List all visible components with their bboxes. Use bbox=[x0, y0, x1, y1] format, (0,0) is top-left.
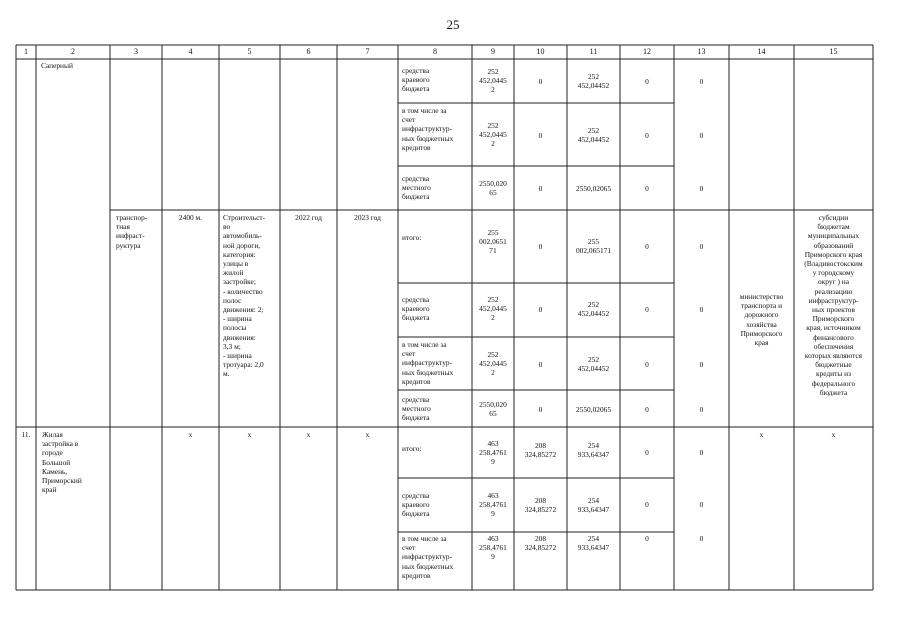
value-col9: 255 002,0651 71 bbox=[479, 228, 507, 256]
row-label: итого: bbox=[402, 444, 422, 453]
value-col10: 208 324,85272 bbox=[524, 534, 557, 553]
value-col11: 2550,02065 bbox=[575, 184, 612, 193]
responsible-ministry: министерство транспорта и дорожного хозяйства Приморского края bbox=[739, 292, 784, 348]
header-col-1: 1 bbox=[24, 47, 28, 56]
value-col6: x bbox=[306, 430, 311, 439]
value-col14: x bbox=[759, 430, 764, 439]
value-col10: 0 bbox=[538, 184, 543, 193]
row-label: итого: bbox=[402, 233, 422, 242]
value-col12: 0 bbox=[645, 500, 649, 509]
value-col12: 0 bbox=[645, 242, 649, 251]
value-col11: 252 452,04452 bbox=[577, 72, 610, 91]
page-number: 25 bbox=[446, 17, 460, 32]
row-label: в том числе за счет инфраструктур- ных бюджетных кредитов bbox=[402, 534, 454, 580]
value-col13: 0 bbox=[699, 534, 704, 543]
end-year: 2023 год bbox=[354, 213, 381, 222]
value-col5: x bbox=[247, 430, 252, 439]
header-col-6: 6 bbox=[306, 47, 311, 56]
object-name: Жилая застройка в городе Большой Камень, Приморский край bbox=[42, 430, 82, 495]
value-col13: 0 bbox=[699, 500, 704, 509]
value-col11: 252 452,04452 bbox=[577, 355, 610, 374]
value-col13: 0 bbox=[699, 305, 704, 314]
header-col-9: 9 bbox=[491, 47, 495, 56]
work-description: Строительст- во автомобиль- ной дороги, категория: улицы в жилой застройке; - количество полос движения: 2; - ширина полосы движения: 3,3 м; - ширина тротуара: 2,0 м. bbox=[223, 213, 266, 379]
value-col12: 0 bbox=[645, 405, 649, 414]
value-col7: x bbox=[365, 430, 370, 439]
value-col11: 255 002,065171 bbox=[575, 237, 612, 256]
value-col9: 252 452,0445 2 bbox=[479, 67, 507, 95]
value-col13: 0 bbox=[699, 184, 704, 193]
value-col11: 2550,02065 bbox=[575, 405, 612, 414]
value-col11: 252 452,04452 bbox=[577, 126, 610, 145]
value-col10: 208 324,85272 bbox=[524, 441, 557, 460]
value-col12: 0 bbox=[645, 534, 649, 543]
row-label: в том числе за счет инфраструктур- ных бюджетных кредитов bbox=[402, 106, 454, 152]
value-col13: 0 bbox=[699, 77, 704, 86]
value-col9: 2550,020 65 bbox=[479, 179, 507, 198]
row-label: средства краевого бюджета bbox=[402, 491, 430, 519]
header-col-5: 5 bbox=[247, 47, 252, 56]
object-name-sapernyi: Саперный bbox=[41, 61, 73, 70]
value-col13: 0 bbox=[699, 405, 704, 414]
start-year: 2022 год bbox=[295, 213, 322, 222]
value-col9: 463 258,4761 9 bbox=[479, 491, 507, 519]
value-col13: 0 bbox=[699, 360, 704, 369]
value-col11: 254 933,64347 bbox=[577, 496, 610, 515]
row-label: средства краевого бюджета bbox=[402, 66, 430, 94]
header-col-3: 3 bbox=[134, 47, 138, 56]
header-col-13: 13 bbox=[697, 47, 706, 56]
value-col9: 463 258,4761 9 bbox=[479, 534, 507, 562]
value-col10: 0 bbox=[538, 131, 543, 140]
value-col11: 252 452,04452 bbox=[577, 300, 610, 319]
header-col-10: 10 bbox=[536, 47, 545, 56]
value-col10: 0 bbox=[538, 242, 543, 251]
header-col-15: 15 bbox=[829, 47, 838, 56]
value-col9: 252 452,0445 2 bbox=[479, 295, 507, 323]
funding-source: субсидии бюджетам муниципальных образований Приморского края (Владивостокским у городскому округ ) на реализацию инфраструктур- ных проектов Приморского края, источником финансового обеспечения которых являются бюджетные кредиты из федерального бюджета bbox=[804, 213, 863, 397]
value-col15: x bbox=[831, 430, 836, 439]
header-col-4: 4 bbox=[188, 47, 193, 56]
value-col12: 0 bbox=[645, 305, 649, 314]
header-col-11: 11 bbox=[589, 47, 598, 56]
value-col11: 254 933,64347 bbox=[577, 441, 610, 460]
value-col12: 0 bbox=[645, 360, 649, 369]
value-col10: 0 bbox=[538, 77, 543, 86]
value-col12: 0 bbox=[645, 448, 649, 457]
header-col-14: 14 bbox=[757, 47, 766, 56]
value-col4: x bbox=[188, 430, 193, 439]
value-col12: 0 bbox=[645, 184, 649, 193]
header-col-2: 2 bbox=[71, 47, 75, 56]
value-col13: 0 bbox=[699, 131, 704, 140]
row-label: средства местного бюджета bbox=[402, 174, 431, 202]
value-col10: 0 bbox=[538, 305, 543, 314]
value-col10: 0 bbox=[538, 405, 543, 414]
header-col-7: 7 bbox=[365, 47, 370, 56]
value-col9: 252 452,0445 2 bbox=[479, 350, 507, 378]
capacity-value: 2400 м. bbox=[178, 213, 203, 222]
value-col13: 0 bbox=[699, 448, 704, 457]
row-label: средства краевого бюджета bbox=[402, 295, 430, 323]
infrastructure-type: транспор- тная инфраст- руктура bbox=[116, 213, 148, 250]
value-col12: 0 bbox=[645, 131, 649, 140]
value-col10: 208 324,85272 bbox=[524, 496, 557, 515]
value-col10: 0 bbox=[538, 360, 543, 369]
value-col9: 463 258,4761 9 bbox=[479, 439, 507, 467]
value-col9: 2550,020 65 bbox=[479, 400, 507, 419]
header-col-8: 8 bbox=[433, 47, 437, 56]
row-label: средства местного бюджета bbox=[402, 395, 431, 423]
row-label: в том числе за счет инфраструктур- ных бюджетных кредитов bbox=[402, 340, 454, 386]
value-col9: 252 452,0445 2 bbox=[479, 121, 507, 149]
value-col13: 0 bbox=[699, 242, 704, 251]
value-col11: 254 933,64347 bbox=[577, 534, 610, 553]
value-col12: 0 bbox=[645, 77, 649, 86]
row-number: 11. bbox=[21, 430, 31, 439]
header-col-12: 12 bbox=[643, 47, 651, 56]
